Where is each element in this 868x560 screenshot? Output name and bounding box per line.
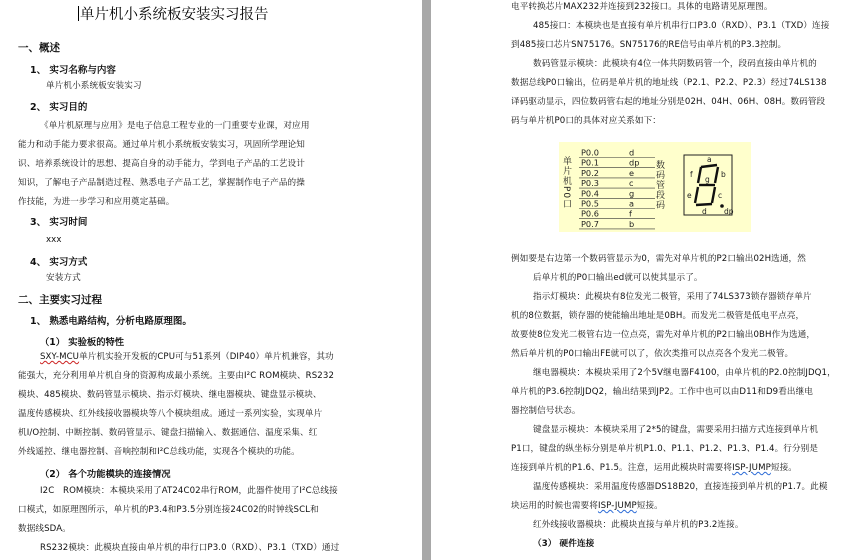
text-line: 后单片机的P0口输出ed就可以使其显示了。: [533, 273, 703, 283]
pin-label: P0.0: [581, 147, 599, 158]
heading-purpose: 2、 实习目的: [30, 102, 88, 113]
text-line h3: （3） 硬件连接: [533, 539, 595, 549]
pin-label: P0.3: [581, 178, 599, 189]
text-cursor: [78, 6, 79, 21]
segment-b: [715, 167, 718, 183]
segment-label: g: [629, 188, 635, 199]
purpose-line: 能力和动手能力要求很高。通过单片机小系统板安装实习，巩固所学理论知: [18, 140, 305, 150]
segment-letter: b: [721, 170, 726, 179]
paragraph-right-top: [511, 0, 858, 131]
segment-d: [696, 204, 712, 205]
text-line: 连接到单片机的P1.6、P1.5。注意，运用此模块时需要将ISP-JUMP短接。: [511, 463, 797, 473]
mapping-graphic: [559, 142, 751, 232]
purpose-line: 识、培养系统设计的思想、提高自身的动手能力，学到电子产品的工艺设计: [18, 159, 305, 169]
feature-line: 模块、485模块、数码管显示模块、指示灯模块、继电器模块、键盘显示模块、: [18, 390, 322, 400]
text-line: 继电器模块：本模块采用了2个5V继电器F4100，由单片机的P2.0控制JDQ1，: [533, 368, 836, 378]
heading-overview: 一、概述: [18, 42, 60, 54]
heading-module-connections: （2） 各个功能模块的连接情况: [40, 469, 171, 480]
segment-c: [712, 187, 715, 203]
conn-line: 数据线SDA。: [18, 524, 71, 534]
heading-name-content: 1、 实习名称与内容: [30, 65, 116, 76]
segment-label: f: [629, 208, 632, 219]
segment-label: b: [629, 218, 635, 229]
segment-letter: e: [687, 191, 692, 200]
heading-circuit: 1、 熟悉电路结构，分析电路原理图。: [30, 316, 192, 327]
paragraph-right-bottom: [511, 250, 858, 554]
purpose-line: 《单片机原理与应用》是电子信息工程专业的一门重要专业课，对应用: [40, 121, 310, 131]
feature-line: 机I/O控制、中断控制、数码管显示、键盘扫描输入、数据通信、温度采集、红: [18, 428, 318, 438]
conn-line: I2C ROM模块：本模块采用了AT24C02串行ROM，此器件使用了I²C总线接: [40, 486, 338, 496]
segment-letter: c: [718, 191, 723, 200]
conn-line: RS232模块：此模块直接由单片机的串行口P3.0（RXD）、P3.1（TXD）通过: [40, 543, 340, 553]
pin-label: P0.5: [581, 198, 599, 209]
segment-e: [695, 187, 698, 203]
segment-label: d: [629, 147, 635, 158]
seven-segment-display: [684, 155, 734, 216]
segment-letter: g: [705, 175, 710, 184]
purpose-line: 作技能，为进一步学习和应用奠定基础。: [18, 197, 175, 207]
text-line: 单片机的P3.6控制JDQ2，输出结果到JP2。工作中也可以由D11和D9看出继电: [511, 387, 813, 397]
feature-line: 外线遥控、继电器控制、音响控制和I²C总线功能，实现各个模块的功能。: [18, 447, 300, 457]
text-line: 到485接口芯片SN75176。SN75176的RE信号由单片机的P3.3控制。: [511, 40, 787, 50]
heading-time: 3、 实习时间: [30, 217, 88, 228]
purpose-line: 知识，了解电子产品制造过程、熟悉电子产品工艺，掌握制作电子产品的操: [18, 178, 305, 188]
text-line: 译码驱动显示，四位数码管右起的地址分别是02H、04H、06H、08H。数码管段: [511, 97, 826, 107]
text-line: 机的8位数据，锁存器的使能输出地址是0BH。而发光二极管是低电平点亮，: [511, 311, 805, 321]
text-line: 例如要是右边第一个数码管显示为0，需先对单片机的P2口输出02H选通，然: [511, 254, 806, 264]
text-line: 485接口：本模块也是直接有单片机串行口P3.0（RXD）、P3.1（TXD）连接: [533, 21, 830, 31]
feature-line: 温度传感模块、红外线接收器模块等八个模块组成。通过一系列实验，实现单片: [18, 409, 323, 419]
report-title-text: 单片机小系统板安装实习报告: [80, 7, 269, 23]
text-line: 数据总线P0口输出，位码是单片机的地址线（P2.1、P2.2、P2.3）经过74LS138: [511, 78, 827, 88]
text-line: 温度传感模块：采用温度传感器DS18B20，直接连接到单片机的P1.7。此模: [533, 482, 828, 492]
text-line: 键盘显示模块：本模块采用了2*5的键盘，需要采用扫描方式连接到单片机: [533, 425, 819, 435]
conn-line: 口模式，如原理图所示，单片机的P3.4和P3.5分别连接24C02的时钟线SCL和: [18, 505, 319, 515]
text-line: 指示灯模块：此模块有8位发光二极管，采用了74LS373锁存器锁存单片: [533, 292, 812, 302]
heading-board-features: （1） 实验板的特性: [40, 337, 125, 348]
pin-label: P0.2: [581, 167, 599, 178]
label-segment-code: 数码管段码: [654, 160, 664, 210]
text-line: P1口，键盘的纵坐标分别是单片机P1.0、P1.1、P1.2、P1.3、P1.4。行分别是: [511, 444, 819, 454]
heading-mode: 4、 实习方式: [30, 257, 88, 268]
text-line: 码与单片机P0口的具体对应关系如下：: [511, 116, 661, 126]
report-title: [78, 3, 269, 24]
segment-label: c: [629, 178, 634, 189]
document-page-right: [431, 0, 868, 560]
paragraph-connections: [18, 482, 406, 558]
segment-a: [701, 165, 717, 167]
text-line: 器控制信号状态。: [511, 406, 581, 416]
text-line: 块运用的时候也需要将ISP-JUMP短接。: [511, 501, 663, 511]
pin-label: P0.4: [581, 188, 599, 199]
segment-letter: dp: [724, 207, 734, 216]
pin-label: P0.6: [581, 208, 599, 219]
text-time: xxx: [46, 235, 62, 245]
text-line: 故要使8位发光二极管右边一位点亮，需先对单片机的P2口输出0BH作为选通，: [511, 330, 816, 340]
paragraph-features: [18, 348, 406, 462]
segment-letter: a: [707, 155, 712, 164]
paragraph-purpose: [18, 117, 406, 212]
segment-mapping-diagram: [559, 142, 751, 232]
text-line: 然后单片机的P0口输出FE就可以了，依次类推可以点亮各个发光二极管。: [511, 349, 794, 359]
pin-label: P0.7: [581, 218, 599, 229]
document-page-left: [0, 0, 422, 560]
pin-label: P0.1: [581, 157, 599, 168]
segment-letter: f: [690, 170, 693, 179]
segment-f: [698, 167, 701, 183]
label-p0-port: 单片机P0口: [561, 156, 571, 210]
segment-label: e: [629, 167, 635, 178]
text-line: 红外线接收器模块：此模块直接与单片机的P3.2连接。: [533, 520, 744, 530]
text-mode: 安装方式: [46, 273, 81, 283]
segment-label: a: [629, 198, 635, 209]
text-line: 数码管显示模块：此模块有4位一体共阴数码管一个，段码直接由单片机的: [533, 59, 817, 69]
feature-line: SXY-MCU单片机实验开发板的CPU可与51系列（DIP40）单片机兼容，其功: [40, 352, 334, 362]
segment-letter: d: [702, 207, 707, 216]
text-name-content: 单片机小系统板安装实习: [46, 81, 142, 91]
text-line: 电平转换芯片MAX232并连接到232接口。具体的电路请见原理图。: [511, 2, 773, 12]
feature-line: 能强大，充分利用单片机自身的资源构成最小系统。主要由I²C ROM模块、RS232: [18, 371, 335, 381]
heading-main-process: 二、主要实习过程: [18, 294, 102, 306]
segment-label: dp: [629, 157, 640, 168]
